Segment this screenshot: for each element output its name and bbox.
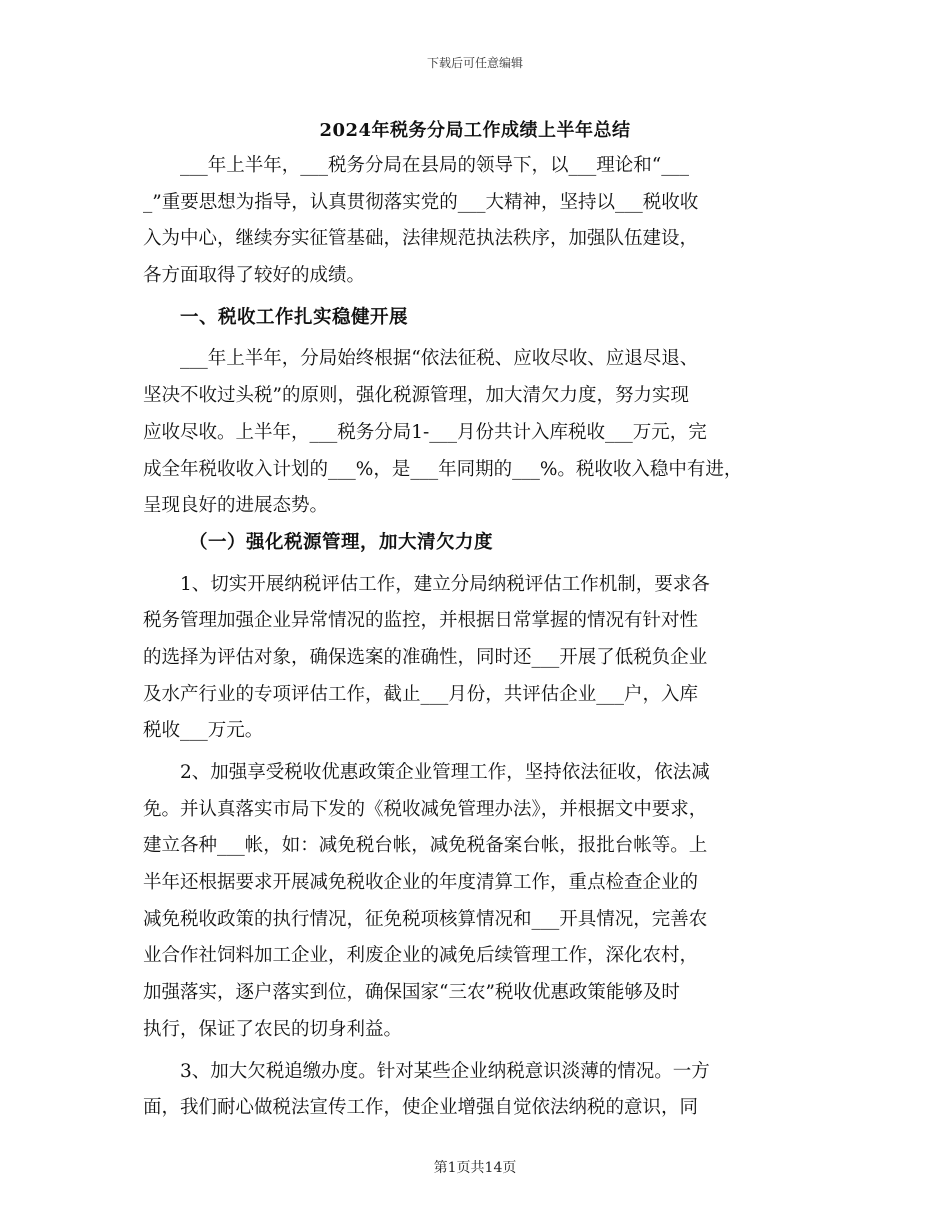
paragraph-line: 的选择为评估对象，确保选案的准确性，同时还___开展了低税负企业 (143, 646, 708, 668)
paragraph-line: 应收尽收。上半年，___税务分局1-___月份共计入库税收___万元，完 (143, 421, 707, 443)
paragraph-line: _”重要思想为指导，认真贯彻落实党的___大精神，坚持以___税收收 (143, 191, 699, 213)
paragraph-line: 面，我们耐心做税法宣传工作，使企业增强自觉依法纳税的意识，同 (143, 1097, 699, 1119)
paragraph-line: 建立各种___帐，如：减免税台帐，减免税备案台帐，报批台帐等。上 (143, 835, 708, 857)
paragraph-line: 业合作社饲料加工企业，利废企业的减免后续管理工作，深化农村， (143, 945, 699, 967)
paragraph-line: ___年上半年，分局始终根据“依法征税、应收尽收、应退尽退、 (180, 348, 699, 370)
paragraph-line: 呈现良好的进展态势。 (143, 495, 329, 517)
paragraph-line: 2、加强享受税收优惠政策企业管理工作，坚持依法征收，依法减 (180, 762, 710, 783)
paragraph-line: 各方面取得了较好的成绩。 (143, 265, 366, 287)
paragraph-line: 1、切实开展纳税评估工作，建立分局纳税评估工作机制，要求各 (180, 573, 710, 595)
page-header-note: 下载后可任意编辑 (426, 56, 523, 70)
paragraph-line: 半年还根据要求开展减免税收企业的年度清算工作，重点检查企业的 (143, 872, 699, 894)
paragraph-line: 加强落实，逐户落实到位，确保国家“三农”税收优惠政策能够及时 (143, 982, 680, 1004)
paragraph-line: 3、加大欠税追缴办度。针对某些企业纳税意识淡薄的情况。一方 (180, 1060, 710, 1082)
section-heading: 一、税收工作扎实稳健开展 (180, 306, 409, 328)
document-title: 2024年税务分局工作成绩上半年总结 (319, 120, 631, 141)
paragraph-line: 执行，保证了农民的切身利益。 (143, 1018, 403, 1040)
document-body (143, 148, 813, 1127)
paragraph-line: 入为中心，继续夯实征管基础，法律规范执法秩序，加强队伍建设， (143, 228, 699, 250)
paragraph-line: 税务管理加强企业异常情况的监控，并根据日常掌握的情况有针对性 (143, 610, 699, 632)
paragraph-line: 减免税收政策的执行情况，征免税项核算情况和___开具情况，完善农 (143, 908, 708, 930)
paragraph-line: 坚决不收过头税”的原则，强化税源管理，加大清欠力度，努力实现 (143, 385, 689, 407)
paragraph-line: 税收___万元。 (143, 720, 264, 742)
paragraph-line: ___年上半年，___税务分局在县局的领导下，以___理论和“___ (180, 155, 689, 176)
paragraph-line: 成全年税收收入计划的___%，是___年同期的___%。税收收入稳中有进， (143, 458, 743, 480)
paragraph-line: 免。并认真落实市局下发的《税收减免管理办法》，并根据文中要求， (143, 798, 708, 820)
paragraph-line: 及水产行业的专项评估工作，截止___月份，共评估企业___户，入库 (143, 683, 699, 705)
page-number: 第1页共14页 (433, 1160, 517, 1176)
subsection-heading: （一）强化税源管理，加大清欠力度 (189, 531, 494, 553)
